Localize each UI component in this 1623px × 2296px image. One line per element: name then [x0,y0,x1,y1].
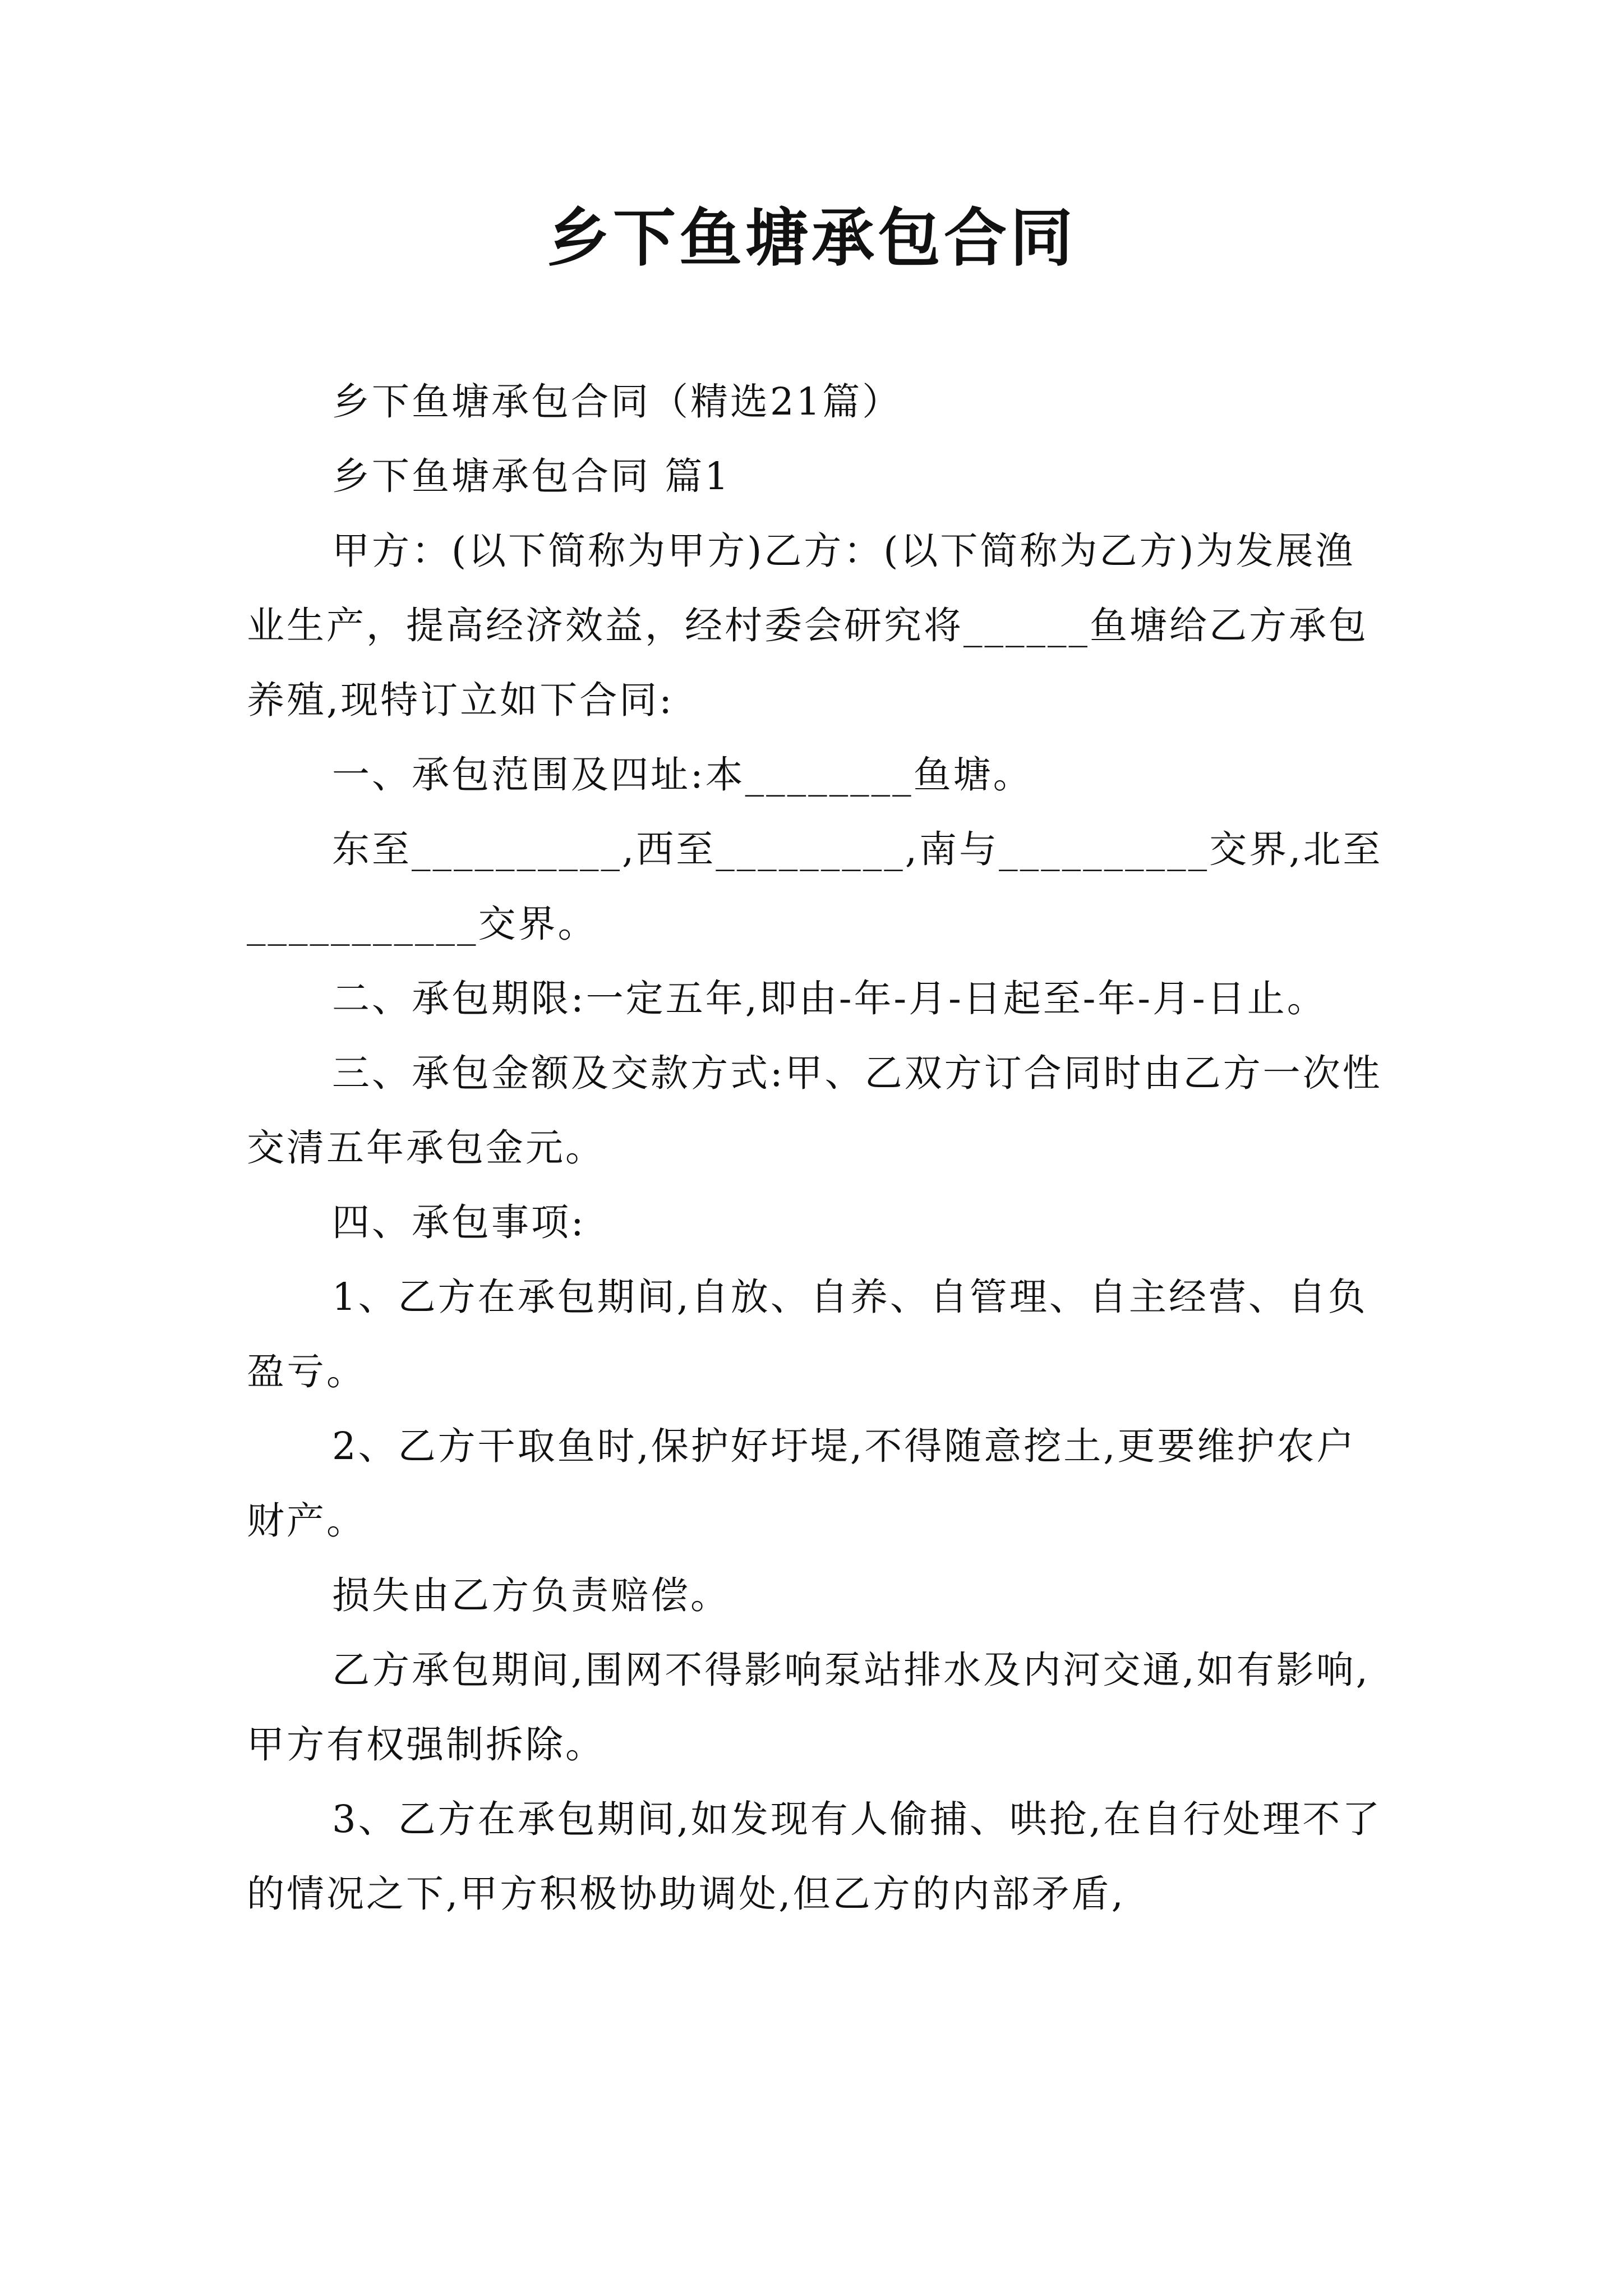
subtitle-paragraph: 乡下鱼塘承包合同（精选21篇） [332,380,902,424]
body-paragraph: 损失由乙方负责赔偿。 [332,1573,730,1617]
section-heading: 乡下鱼塘承包合同 篇1 [332,454,731,498]
body-paragraph: 二、承包期限:一定五年,即由-年-月-日起至-年-月-日止。 [332,977,1327,1020]
body-paragraph: 东至__________,西至_________,南与__________交界,北至___________交界。 [247,827,1383,946]
body-paragraph: 四、承包事项: [332,1200,586,1244]
body-paragraph: 三、承包金额及交款方式:甲、乙双方订合同时由乙方一次性交清五年承包金元。 [247,1051,1382,1170]
body-paragraph: 1、乙方在承包期间,自放、自养、自管理、自主经营、自负盈亏。 [247,1275,1368,1393]
body-paragraph: 一、承包范围及四址:本________鱼塘。 [332,753,1033,797]
body-paragraph: 甲方：(以下简称为甲方)乙方：(以下简称为乙方)为发展渔业生产，提高经济效益，经村委会研究将______鱼塘给乙方承包养殖,现特订立如下合同: [247,529,1368,722]
document-body [247,365,1385,1931]
body-paragraph: 乙方承包期间,围网不得影响泵站排水及内河交通,如有影响,甲方有权强制拆除。 [247,1648,1370,1766]
document-title: 乡下鱼塘承包合同 [547,201,1076,275]
body-paragraph: 3、乙方在承包期间,如发现有人偷捕、哄抢,在自行处理不了的情况之下,甲方积极协助调处,但乙方的内部矛盾, [247,1797,1382,1916]
body-paragraph: 2、乙方干取鱼时,保护好圩堤,不得随意挖土,更要维护农户财产。 [247,1424,1357,1543]
